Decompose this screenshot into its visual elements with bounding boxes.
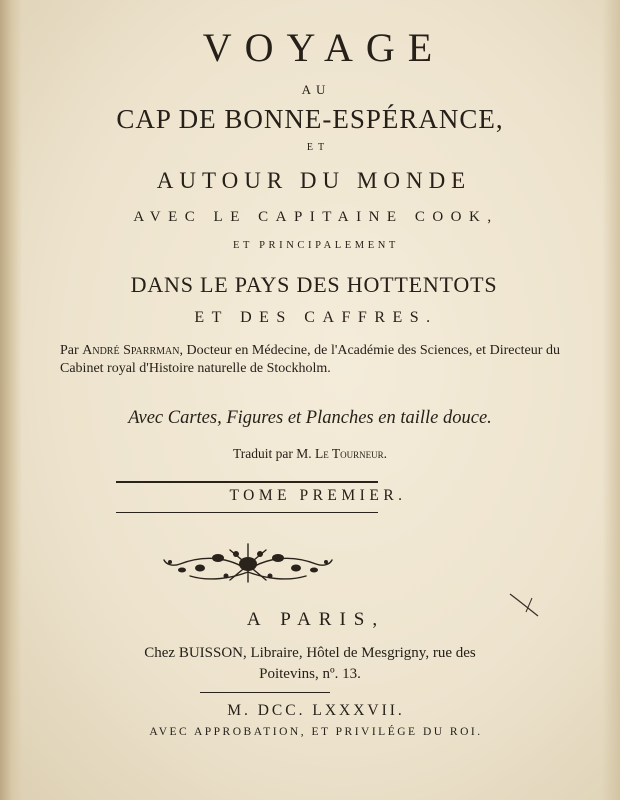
imprint-date: M. DCC. LXXXVII. xyxy=(227,702,405,719)
illustrations-line: Avec Cartes, Figures et Planches en taille douce. xyxy=(128,408,492,428)
author-description: , Docteur en Médecine, de l'Académie des Sciences, et Directeur du Cabinet royal d'Histoire naturelle de Stockholm. xyxy=(60,343,560,376)
volume-rule-top xyxy=(116,481,378,483)
author-paragraph xyxy=(60,342,560,378)
title-voyage: VOYAGE xyxy=(202,25,446,70)
title-dans: DANS LE PAYS DES HOTTENTOTS xyxy=(130,272,498,297)
title-au: AU xyxy=(301,82,331,97)
volume-rule-bottom xyxy=(116,512,378,513)
floral-ornament-icon xyxy=(160,540,336,588)
title-principalement: ET PRINCIPALEMENT xyxy=(233,240,399,251)
imprint-publisher-line2: Poitevins, nº. 13. xyxy=(259,666,361,682)
translator-prefix: Traduit par M. xyxy=(232,446,312,461)
volume-label: TOME PREMIER. xyxy=(229,487,407,504)
translator-name: Le Tourneur. xyxy=(315,446,387,461)
translator-line xyxy=(0,446,620,462)
author-name: André Sparrman xyxy=(82,343,180,358)
author-prefix: Par xyxy=(60,343,79,358)
ink-stroke-mark-icon xyxy=(508,590,542,620)
title-autour: AUTOUR DU MONDE xyxy=(156,168,472,193)
imprint-city: A PARIS, xyxy=(246,609,386,630)
title-cap: CAP DE BONNE-ESPÉRANCE, xyxy=(116,104,504,134)
title-et: ET xyxy=(306,142,330,153)
title-caffres: ET DES CAFFRES. xyxy=(194,309,438,326)
title-avec-cook: AVEC LE CAPITAINE COOK, xyxy=(133,209,499,225)
imprint-publisher-line1: Chez BUISSON, Libraire, Hôtel de Mesgrigny, rue des xyxy=(144,645,476,661)
imprint-privilege: AVEC APPROBATION, ET PRIVILÉGE DU ROI. xyxy=(149,726,483,738)
imprint-rule xyxy=(200,692,330,693)
